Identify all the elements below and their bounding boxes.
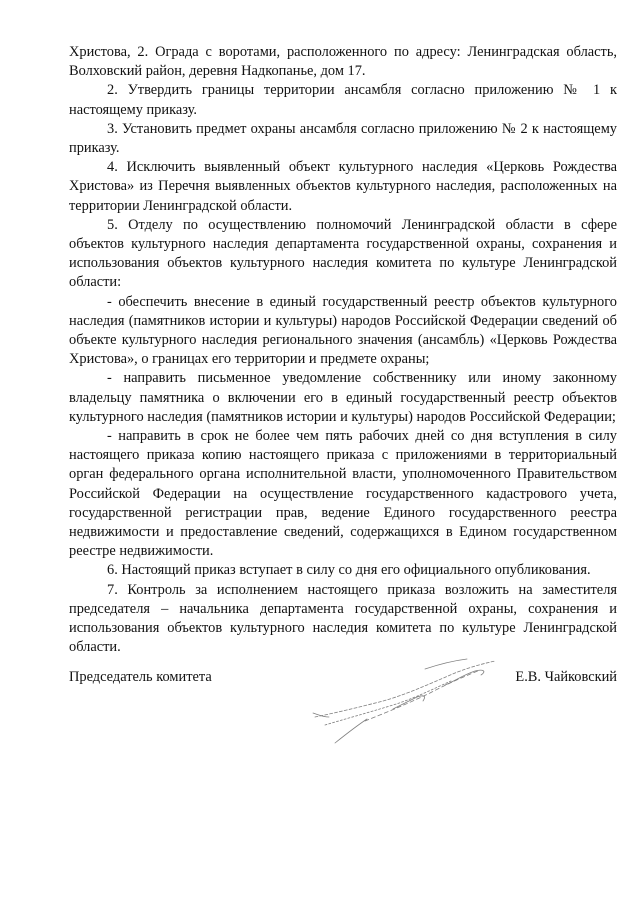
paragraph-item-3: 3. Установить предмет охраны ансамбля согласно приложению № 2 к настоящему приказу. bbox=[69, 120, 617, 157]
document-body bbox=[69, 43, 617, 658]
paragraph-bullet-3: - направить в срок не более чем пять рабочих дней со дня вступления в силу настоящего приказа копию настоящего приказа с приложениями в территориальный орган федерального органа исполнительной власти, уполномоченного Правительством Российской Федерации на осуществление государственного кадастрового учета, государственной регистрации прав, ведение Единого государственного реестра недвижимости и предоставление сведений, содержащихся в Едином государственном реестре недвижимости. bbox=[69, 428, 617, 560]
paragraph-item-7: 7. Контроль за исполнением настоящего приказа возложить на заместителя председателя – начальника департамента государственной охраны, сохранения и использования объектов культурного наследия комитета по культуре Ленинградской области. bbox=[69, 581, 617, 656]
paragraph-item-6: 6. Настоящий приказ вступает в силу со дня его официального опубликования. bbox=[107, 562, 591, 579]
paragraph-continuation: Христова, 2. Ограда с воротами, расположенного по адресу: Ленинградская область, Волховский район, деревня Надкопанье, дом 17. bbox=[69, 44, 617, 80]
paragraph-item-4: 4. Исключить выявленный объект культурного наследия «Церковь Рождества Христова» из Перечня выявленных объектов культурного наследия, расположенных на территории Ленинградской области. bbox=[69, 159, 617, 214]
handwritten-signature bbox=[305, 655, 505, 745]
signatory-title: Председатель комитета bbox=[69, 669, 212, 685]
paragraph-item-2: 2. Утвердить границы территории ансамбля согласно приложению № 1 к настоящему приказу. bbox=[69, 82, 617, 118]
paragraph-item-5: 5. Отделу по осуществлению полномочий Ленинградской области в сфере объектов культурного наследия департамента государственной охраны, сохранения и использования объектов культурного наследия комитета по культуре Ленинградской области: bbox=[69, 216, 617, 291]
paragraph-bullet-1: - обеспечить внесение в единый государственный реестр объектов культурного наследия (памятников истории и культуры) народов Российской Федерации сведений об объекте культурного наследия регионального значения (ансамбль) «Церковь Рождества Христова», о границах его территории и предмете охраны; bbox=[69, 293, 617, 368]
paragraph-bullet-2: - направить письменное уведомление собственнику или иному законному владельцу памятника о включении его в единый государственный реестр объектов культурного наследия (памятников истории и культуры) народов Российской Федерации; bbox=[69, 370, 617, 425]
signatory-name: Е.В. Чайковский bbox=[515, 669, 617, 685]
